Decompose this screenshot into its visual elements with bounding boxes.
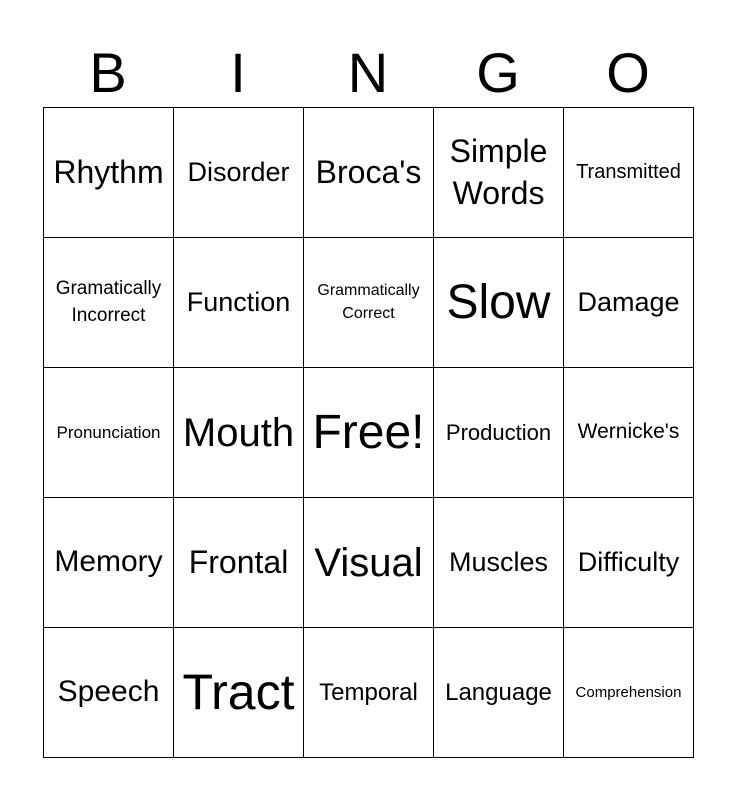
- bingo-cell: Pronunciation: [44, 368, 174, 498]
- header-letter-b: B: [89, 41, 127, 104]
- header-letter-g: G: [476, 41, 520, 104]
- bingo-cell: Tract: [174, 628, 304, 758]
- bingo-cell: Speech: [44, 628, 174, 758]
- header-letter-i: I: [230, 41, 246, 104]
- bingo-cell: Damage: [564, 238, 694, 368]
- bingo-header: [43, 40, 693, 106]
- bingo-cell: Frontal: [174, 498, 304, 628]
- bingo-cell: Visual: [304, 498, 434, 628]
- bingo-cell: Slow: [434, 238, 564, 368]
- bingo-cell: Temporal: [304, 628, 434, 758]
- bingo-cell: Free!: [304, 368, 434, 498]
- bingo-cell: Function: [174, 238, 304, 368]
- bingo-cell: Production: [434, 368, 564, 498]
- bingo-cell: Gramatically Incorrect: [44, 238, 174, 368]
- bingo-cell: Grammatically Correct: [304, 238, 434, 368]
- bingo-cell: Memory: [44, 498, 174, 628]
- bingo-cell: Transmitted: [564, 108, 694, 238]
- bingo-cell: Disorder: [174, 108, 304, 238]
- bingo-cell: Rhythm: [44, 108, 174, 238]
- bingo-cell: Comprehension: [564, 628, 694, 758]
- bingo-cell: Wernicke's: [564, 368, 694, 498]
- bingo-cell: Mouth: [174, 368, 304, 498]
- bingo-grid: [43, 107, 694, 758]
- bingo-cell: Simple Words: [434, 108, 564, 238]
- header-letter-n: N: [347, 41, 389, 104]
- bingo-cell: Difficulty: [564, 498, 694, 628]
- bingo-cell: Language: [434, 628, 564, 758]
- header-letter-o: O: [606, 41, 650, 104]
- bingo-cell: Muscles: [434, 498, 564, 628]
- bingo-cell: Broca's: [304, 108, 434, 238]
